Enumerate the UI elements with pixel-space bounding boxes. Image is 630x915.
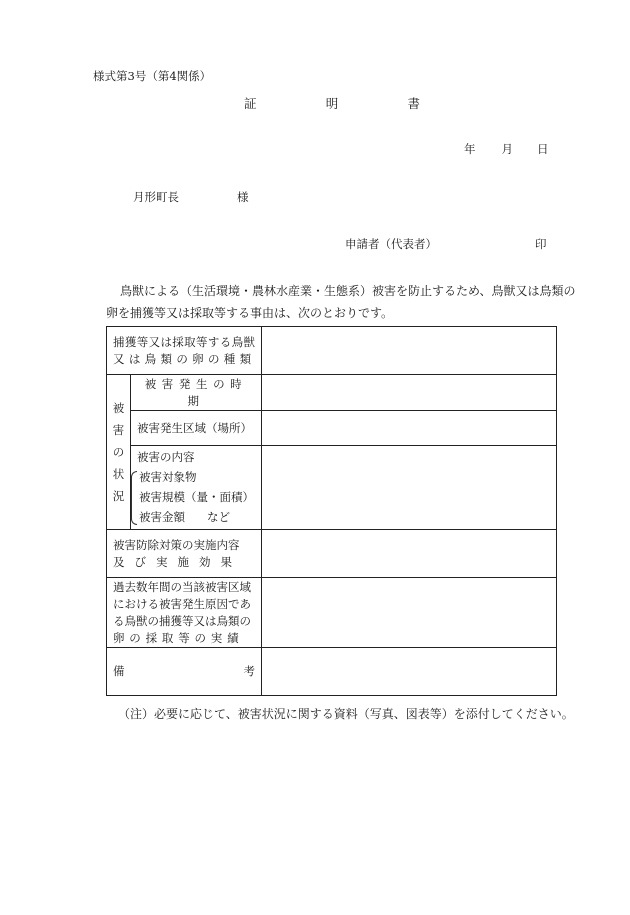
measures-value-cell[interactable]	[262, 530, 557, 578]
remarks-label-cell	[107, 648, 262, 696]
content-item-3-suffix: など	[207, 510, 230, 524]
timing-value-cell[interactable]	[262, 375, 557, 411]
area-value-cell[interactable]	[262, 411, 557, 446]
history-label-line2: における被害発生原因であ	[113, 596, 251, 611]
timing-label-cell	[131, 375, 262, 411]
document-title	[244, 94, 420, 112]
measures-label-line1: 被害防除対策の実施内容	[113, 537, 240, 552]
table-row	[107, 446, 557, 530]
date-month: 月	[501, 142, 513, 156]
title-char: 証	[244, 96, 257, 111]
content-value-cell[interactable]	[262, 446, 557, 530]
content-item-1: 被害対象物	[139, 470, 197, 484]
damage-group-char: 況	[112, 489, 125, 503]
content-items	[131, 467, 261, 527]
species-label-line1: 捕 獲 等 又 は 採 取 等 す る 鳥 獣	[113, 334, 255, 349]
damage-group-char: の	[112, 445, 125, 459]
certificate-table	[106, 326, 557, 696]
content-item-3	[137, 507, 261, 527]
history-label-cell	[107, 578, 262, 648]
history-label-line4: 卵の採取等の実績	[113, 630, 244, 645]
damage-status-group-cell	[107, 375, 131, 530]
addressee-honorific: 様	[237, 190, 249, 204]
content-item-3-text: 被害金額	[139, 510, 185, 524]
table-row	[107, 578, 557, 648]
addressee	[133, 189, 249, 205]
intro-line-2: 卵を捕獲等又は採取等する事由は、次のとおりです。	[106, 306, 394, 320]
history-value-cell[interactable]	[262, 578, 557, 648]
table-row	[107, 327, 557, 375]
remarks-char: 考	[243, 664, 255, 678]
table-row	[107, 530, 557, 578]
species-label-line2: 又 は 鳥 類 の 卵 の 種 類	[113, 351, 255, 366]
damage-group-char: 状	[112, 467, 125, 481]
content-title-text: 被害の内容	[137, 450, 195, 464]
measures-label-cell	[107, 530, 262, 578]
damage-group-char: 被	[112, 401, 125, 415]
table-row	[107, 411, 557, 446]
title-char: 書	[407, 96, 420, 111]
content-title	[131, 448, 261, 467]
area-label: 被害発生区域（場所）	[137, 420, 252, 435]
timing-label: 被害発生の時期	[144, 376, 248, 408]
history-label-line3: る鳥獣の捕獲等又は鳥類の	[113, 613, 251, 628]
table-row	[107, 648, 557, 696]
date-year: 年	[464, 142, 476, 156]
species-value-cell[interactable]	[262, 327, 557, 375]
area-label-cell	[131, 411, 262, 446]
addressee-name: 月形町長	[133, 190, 179, 204]
seal-mark: 印	[535, 237, 547, 251]
applicant-label: 申請者（代表者）	[345, 237, 437, 251]
footnote: （注）必要に応じて、被害状況に関する資料（写真、図表等）を添付してください。	[118, 707, 574, 721]
bracket-icon	[131, 471, 137, 525]
table-row	[107, 375, 557, 411]
title-char: 明	[325, 96, 339, 111]
content-item-2: 被害規模（量・面積）	[139, 490, 254, 504]
date-day: 日	[537, 142, 549, 156]
intro-line-1: 鳥獣による（生活環境・農林水産業・生態系）被害を防止するため、鳥獣又は鳥類の	[120, 284, 576, 298]
date-line	[464, 141, 549, 157]
measures-label-line2: 及び実施効果	[113, 554, 242, 569]
species-label-cell	[107, 327, 262, 375]
content-label-cell	[131, 446, 262, 530]
history-label-line1: 過去数年間の当該被害区域	[113, 579, 251, 594]
remarks-char: 備	[113, 664, 125, 678]
damage-group-char: 害	[112, 423, 125, 437]
remarks-value-cell[interactable]	[262, 648, 557, 696]
form-number: 様式第3号（第4関係）	[93, 69, 212, 83]
